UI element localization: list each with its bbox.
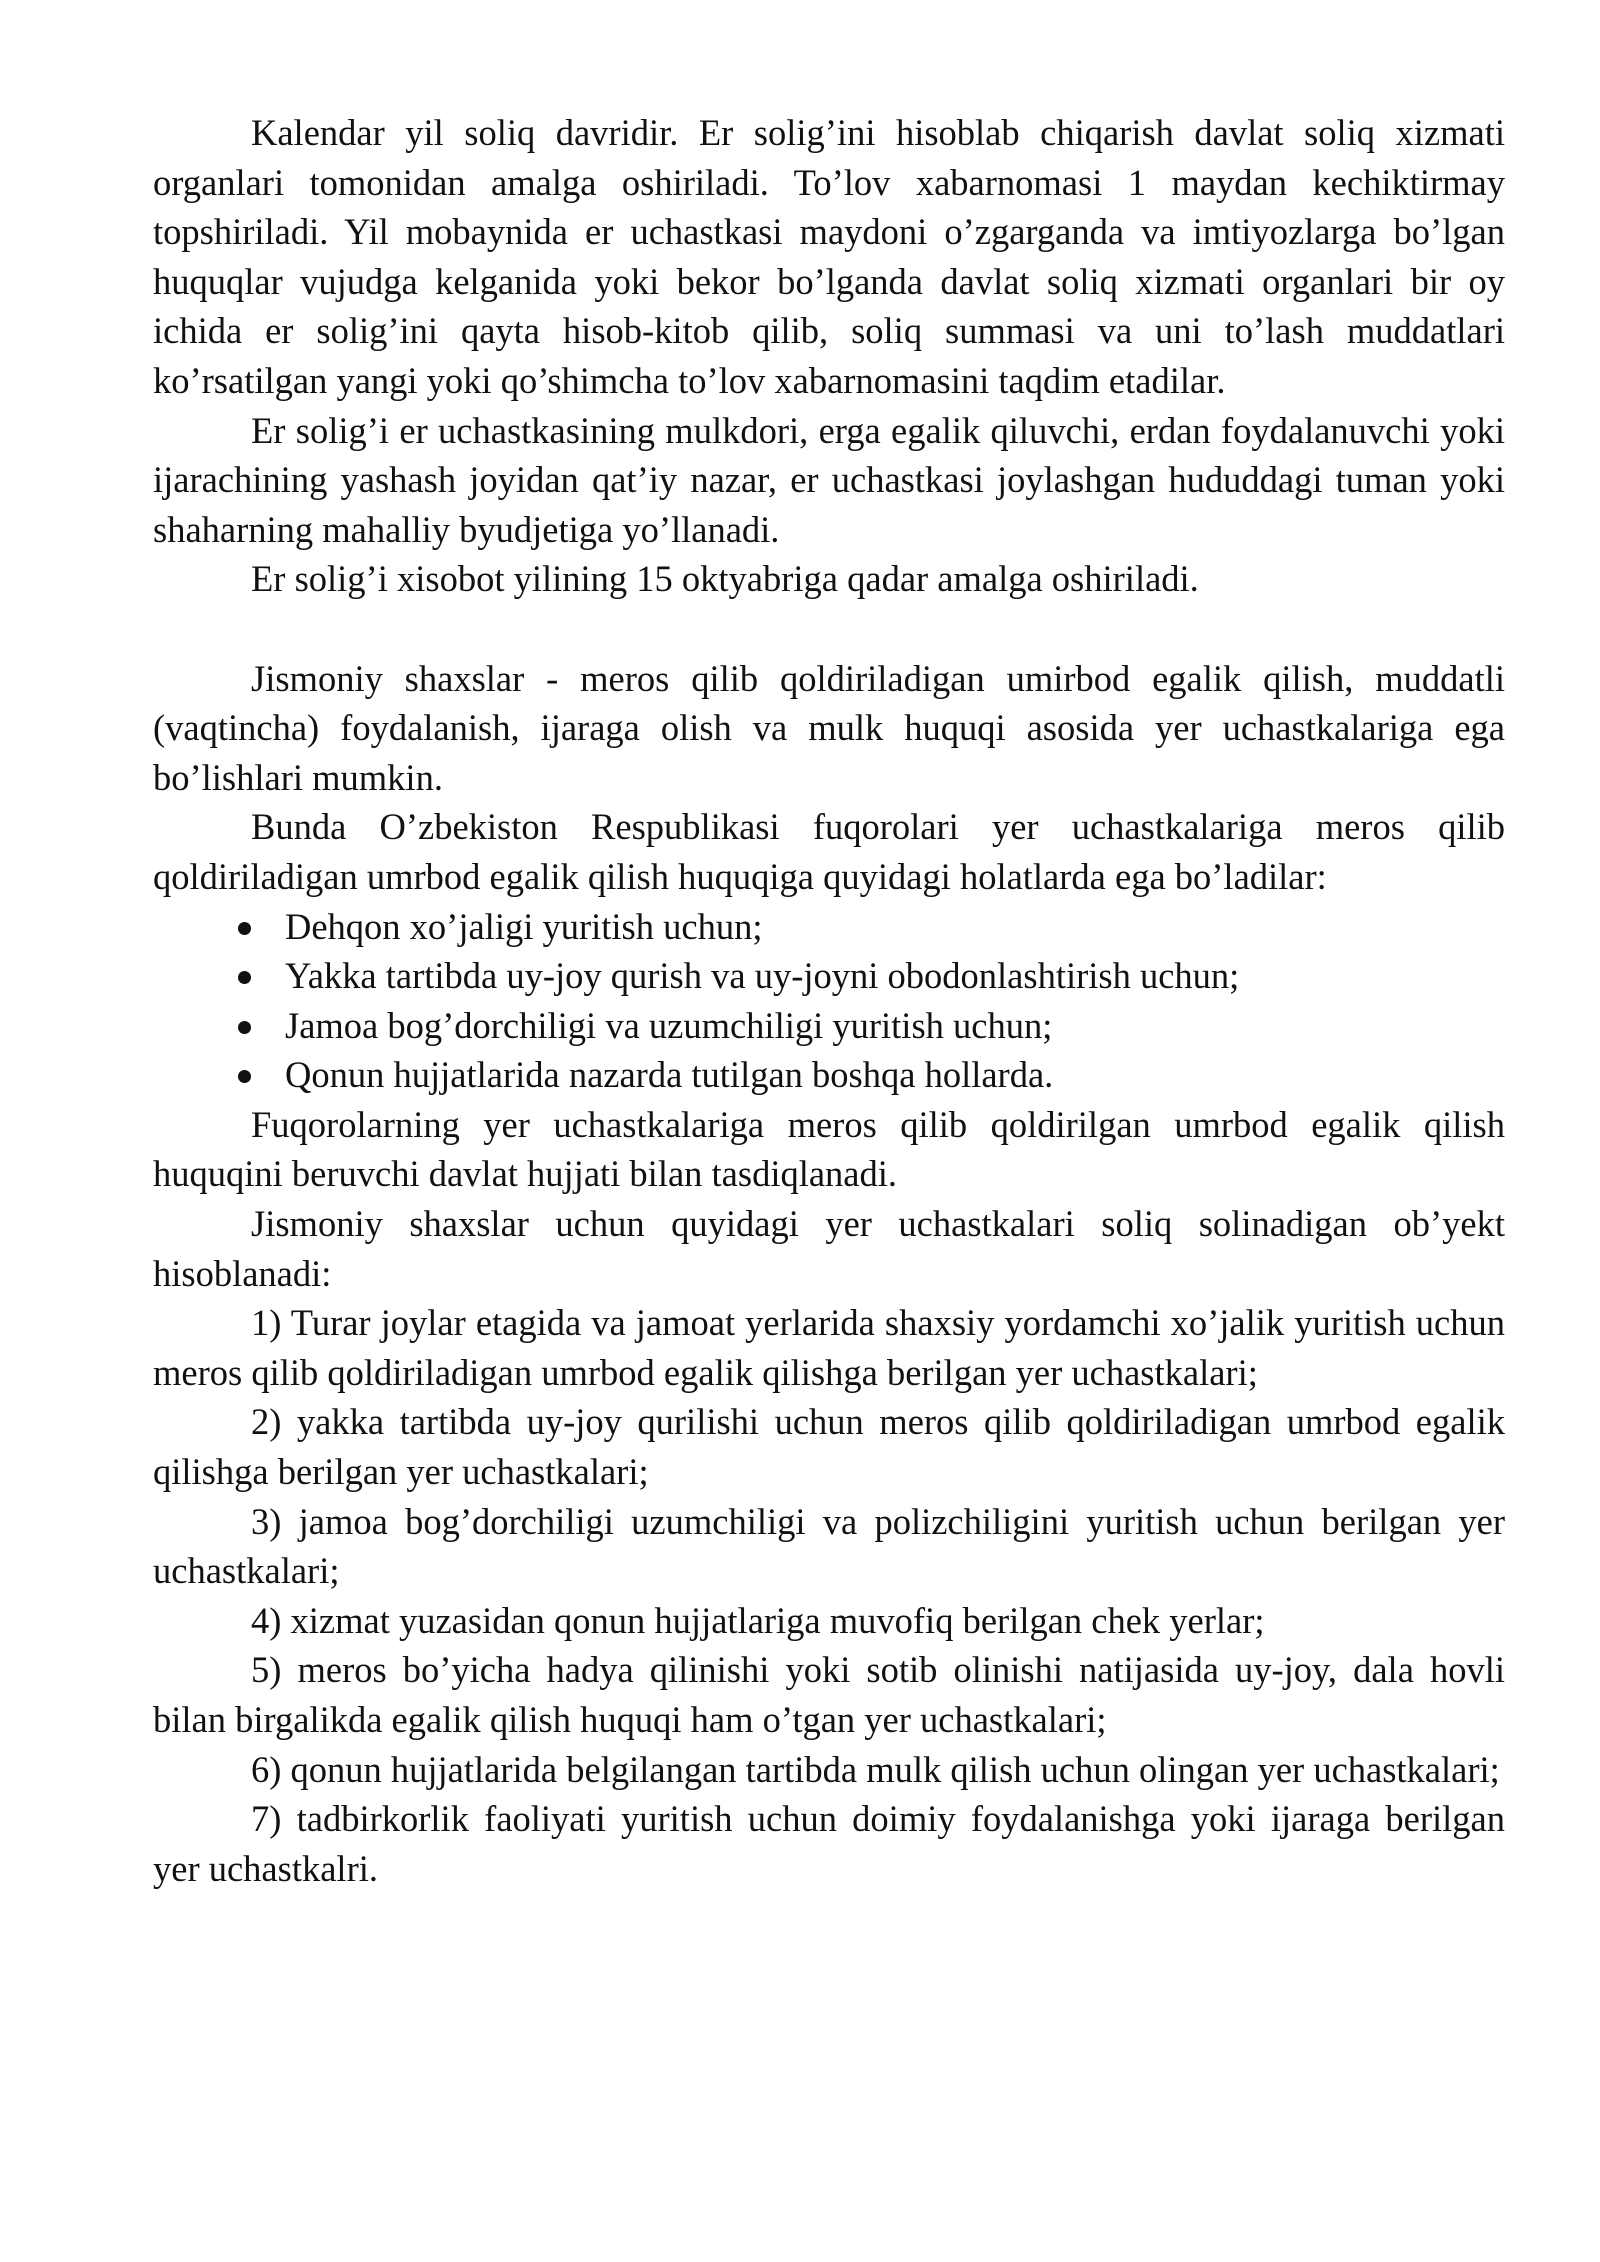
numbered-item-5: 5) meros bo’yicha hadya qilinishi yoki sotib olinishi natijasida uy-joy, dala hovli bilan birgalikda egalik qilish huquqi ham o’tgan yer uchastkalari;: [153, 1649, 1505, 1740]
paragraph-taxable-objects-intro: Jismoniy shaxslar uchun quyidagi yer uchastkalari soliq solinadigan ob’yekt hisoblanadi:: [153, 1203, 1505, 1294]
list-item: [285, 1001, 1505, 1051]
bullet-list: [153, 902, 1505, 1100]
paragraph-individuals-rights: Jismoniy shaxslar - meros qilib qoldiriladigan umirbod egalik qilish, muddatli (vaqtincha) foydalanish, ijaraga olish va mulk huquqi asosida yer uchastkalariga ega bo’lishlari mumkin.: [153, 657, 1505, 798]
numbered-item-1: 1) Turar joylar etagida va jamoat yerlarida shaxsiy yordamchi xo’jalik yuritish uchun meros qilib qoldiriladigan umrbod egalik qilishga berilgan yer uchastkalari;: [153, 1302, 1505, 1393]
numbered-item-4: 4) xizmat yuzasidan qonun hujjatlariga muvofiq berilgan chek yerlar;: [251, 1599, 1265, 1641]
paragraph-payment-deadline: Er solig’i xisobot yilining 15 oktyabriga qadar amalga oshiriladi.: [251, 558, 1199, 600]
list-item-text: Yakka tartibda uy-joy qurish va uy-joyni obodonlashtirish uchun;: [285, 955, 1240, 997]
numbered-item-2: 2) yakka tartibda uy-joy qurilishi uchun meros qilib qoldiriladigan umrbod egalik qilishga berilgan yer uchastkalari;: [153, 1401, 1505, 1493]
bullet-icon: [238, 1021, 251, 1034]
bullet-icon: [238, 922, 251, 935]
list-item: [285, 902, 1505, 952]
list-item-text: Qonun hujjatlarida nazarda tutilgan boshqa hollarda.: [285, 1054, 1054, 1096]
list-item: [285, 1050, 1505, 1100]
paragraph-citizens-rights: Bunda O’zbekiston Respublikasi fuqorolari yer uchastkalariga meros qilib qoldiriladigan umrbod egalik qilish huquqiga quyidagi holatlarda ega bo’ladilar:: [153, 806, 1505, 897]
document-page: [153, 108, 1505, 1893]
numbered-item-6: 6) qonun hujjatlarida belgilangan tartibda mulk qilish uchun olingan yer uchastkalari;: [251, 1748, 1500, 1790]
list-item-text: Dehqon xo’jaligi yuritish uchun;: [285, 905, 763, 947]
numbered-item-7: 7) tadbirkorlik faoliyati yuritish uchun doimiy foydalanishga yoki ijaraga berilgan yer uchastkalri.: [153, 1798, 1505, 1889]
bullet-icon: [238, 1070, 251, 1083]
paragraph-tax-period: Kalendar yil soliq davridir. Er solig’ini hisoblab chiqarish davlat soliq xizmati organlari tomonidan amalga oshiriladi. To’lov xabarnomasi 1 maydan kechiktirmay topshiriladi. Yil mobaynida er uchastkasi maydoni o’zgarganda va imtiyozlarga bo’lgan huquqlar vujudga kelganida yoki bekor bo’lganda davlat soliq xizmati organlari bir oy ichida er solig’ini qayta hisob-kitob qilib, soliq summasi va uni to’lash muddatlari ko’rsatilgan yangi yoki qo’shimcha to’lov xabarnomasini taqdim etadilar.: [153, 112, 1505, 401]
bullet-icon: [238, 971, 251, 984]
paragraph-gap: [153, 604, 1505, 654]
paragraph-tax-destination: Er solig’i er uchastkasining mulkdori, erga egalik qiluvchi, erdan foydalanuvchi yoki ijarachining yashash joyidan qat’iy nazar, er uchastkasi joylashgan hududdagi tuman yoki shaharning mahalliy byudjetiga yo’llanadi.: [153, 409, 1505, 550]
paragraph-state-document: Fuqorolarning yer uchastkalariga meros qilib qoldirilgan umrbod egalik qilish huquqini beruvchi davlat hujjati bilan tasdiqlanadi.: [153, 1103, 1505, 1195]
list-item-text: Jamoa bog’dorchiligi va uzumchiligi yuritish uchun;: [285, 1004, 1053, 1046]
numbered-item-3: 3) jamoa bog’dorchiligi uzumchiligi va polizchiligini yuritish uchun berilgan yer uchastkalari;: [153, 1500, 1505, 1592]
list-item: [285, 951, 1505, 1001]
